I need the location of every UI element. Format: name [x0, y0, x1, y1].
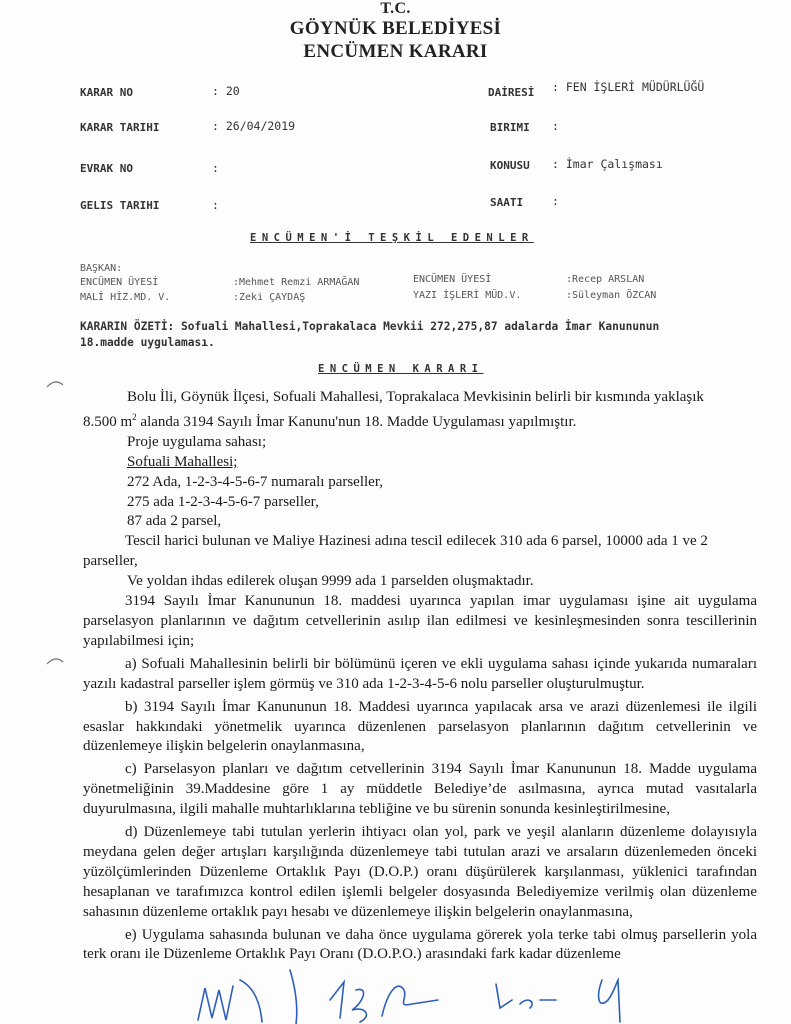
summary-line-2: 18.madde uygulaması.: [80, 336, 215, 349]
member-2-role: ENCÜMEN ÜYESİ: [413, 274, 492, 285]
konusu-value: : İmar Çalışması: [552, 157, 663, 171]
signature-4-icon: [599, 980, 620, 1022]
item-b: b) 3194 Sayılı İmar Kanununun 18. Maddesi uyarınca yapılacak arsa ve arazi düzenlemesi ile ilgili esaslar hakkındaki yönetmelik uyarınca düzenlenen parselasyon planlarının dağıtım cetvellerinin ve düzenlemeye ilişkin belgelerin onaylanmasına,: [83, 698, 757, 755]
member-2-name: :Recep ARSLAN: [566, 274, 645, 285]
header-document-type: ENCÜMEN KARARI: [303, 41, 488, 62]
paragraph-2: 3194 Sayılı İmar Kanununun 18. maddesi uyarınca yapılan imar uygulaması işine ait uygulama parselasyon planlarının ve dağıtım cetvellerinin asılıp ilan edilmesi ve kesinleşmesinden sonra tescillerinin yapılabilmesi için;: [83, 593, 757, 649]
summary-label: KARARIN ÖZETİ:: [80, 320, 175, 333]
signatures-area: [0, 960, 791, 1024]
signature-1-icon: [198, 970, 297, 1024]
area-superscript: 2: [132, 411, 137, 422]
member-1-role: ENCÜMEN ÜYESİ: [80, 277, 159, 288]
list-line-2: [85, 453, 757, 473]
item-e: e) Uygulama sahasında bulunan ve daha önce uygulama görerek yola terke tabi olmuş parsellerin yola terk oranı ile Düzenleme Ortaklık Payı Oranı (D.O.P.O.) arasındaki fark kadar düzenleme: [83, 926, 757, 963]
item-a: a) Sofuali Mahallesinin belirli bir bölümünü içeren ve ekli uygulama sahası içinde yukarıda numaraları yazılı kadastral parseller işlem görmüş ve 310 ada 1-2-3-4-5-6 nolu parseller oluşturulmuştur.: [83, 655, 757, 692]
member-3-name: :Zeki ÇAYDAŞ: [233, 292, 306, 303]
list-line-6: Tescil harici bulunan ve Maliye Hazinesi adına tescil edilecek 310 ada 6 parsel, 10000 ada 1 ve 2 parseller,: [83, 533, 708, 570]
birimi-label: BIRIMI: [490, 121, 530, 134]
karar-no-value: : 20: [212, 84, 240, 98]
signature-2-icon: [330, 982, 438, 1022]
list-line-3: 272 Ada, 1-2-3-4-5-6-7 numaralı parseller,: [127, 473, 383, 490]
signature-3-icon: [496, 984, 556, 1008]
item-d: d) Düzenlemeye tabi tutulan yerlerin ihtiyacı olan yol, park ve yeşil alanların düzenleme dolayısıyla meydana gelen değer artışları karşılığında düzenlemeye tabi tutulan arazi ve arsaların düzenlemeden önceki yüzölçümlerinden Düzenleme Ortaklık Payı (D.O.P.) oranı düşürülerek karşılanması, yüklenici tarafından hesaplanan ve tarafımızca kontrol edilen işlemli belgeler dosyasında Belediyemize verilmiş olan düzenleme sahasının düzenleme ortaklık payı hesabı ve düzenlemeye ilişkin belgelerin onaylanmasına,: [83, 824, 757, 920]
list-line-5: 87 ada 2 parsel,: [127, 513, 222, 530]
paragraph-1-end: alanda 3194 Sayılı İmar Kanunu'nun 18. Madde Uygulaması yapılmıştır.: [136, 413, 577, 430]
list-line-7: Ve yoldan ihdas edilerek oluşan 9999 ada 1 parselden oluşmaktadır.: [127, 573, 534, 590]
dairesi-value: : FEN İŞLERİ MÜDÜRLÜĞÜ: [552, 80, 705, 94]
karar-no-label: KARAR NO: [80, 86, 133, 99]
margin-mark-icon: [46, 655, 64, 665]
area-value: 8.500 m: [83, 413, 133, 430]
evrak-no-label: EVRAK NO: [80, 162, 133, 175]
member-4-name: :Süleyman ÖZCAN: [566, 290, 657, 301]
dairesi-label: DAİRESİ: [488, 86, 535, 99]
gelis-tarihi-label: GELIS TARIHI: [80, 199, 160, 212]
evrak-no-value: :: [212, 161, 219, 175]
header-organization: GÖYNÜK BELEDİYESİ: [289, 18, 502, 39]
konusu-label: KONUSU: [490, 159, 530, 172]
baskan-label: BAŞKAN:: [80, 263, 123, 274]
saati-value: :: [552, 194, 559, 208]
decision-title: ENCÜMEN KARARI: [318, 363, 484, 375]
member-4-role: YAZI İŞLERİ MÜD.V.: [413, 290, 522, 301]
birimi-value: :: [552, 119, 559, 133]
list-line-2-text: Sofuali Mahallesi;: [127, 453, 238, 470]
gelis-tarihi-value: :: [212, 198, 219, 212]
list-line-4: 275 ada 1-2-3-4-5-6-7 parseller,: [127, 493, 319, 510]
paragraph-1-text: Bolu İli, Göynük İlçesi, Sofuali Mahallesi, Toprakalaca Mevkisinin belirli bir kısmında yaklaşık: [127, 389, 704, 405]
list-line-1: Proje uygulama sahası;: [127, 433, 267, 450]
item-c: c) Parselasyon planları ve dağıtım cetvellerinin 3194 Sayılı İmar Kanununun 18. Madde uygulama yönetmeliğinin 39.Maddesine göre 1 ay müddetle Belediye’de asılmasına, ayrıca mutad vasıtalarla duyurulmasına, ilgili mahalle muhtarlıklarına tebliğine ve bu sürenin sonunda kesinleştirilmesine,: [83, 761, 757, 818]
summary-text-1: Sofuali Mahallesi,Toprakalaca Mevkii 272,275,87 adalarda İmar Kanununun: [181, 320, 660, 333]
header-tc: T.C.: [380, 0, 411, 14]
paragraph-1-cont: [83, 408, 757, 433]
saati-label: SAATI: [490, 196, 524, 209]
member-3-role: MALİ HİZ.MD. V.: [80, 292, 171, 303]
summary-line-1: [80, 320, 659, 333]
decision-body: [85, 388, 757, 965]
karar-tarihi-label: KARAR TARIHI: [80, 121, 160, 134]
karar-tarihi-value: : 26/04/2019: [212, 119, 296, 133]
member-1-name: :Mehmet Remzi ARMAĞAN: [233, 277, 360, 288]
members-title: ENCÜMEN'İ TEŞKİL EDENLER: [250, 232, 534, 244]
paragraph-1: [85, 388, 757, 408]
margin-mark-icon: [46, 378, 64, 388]
